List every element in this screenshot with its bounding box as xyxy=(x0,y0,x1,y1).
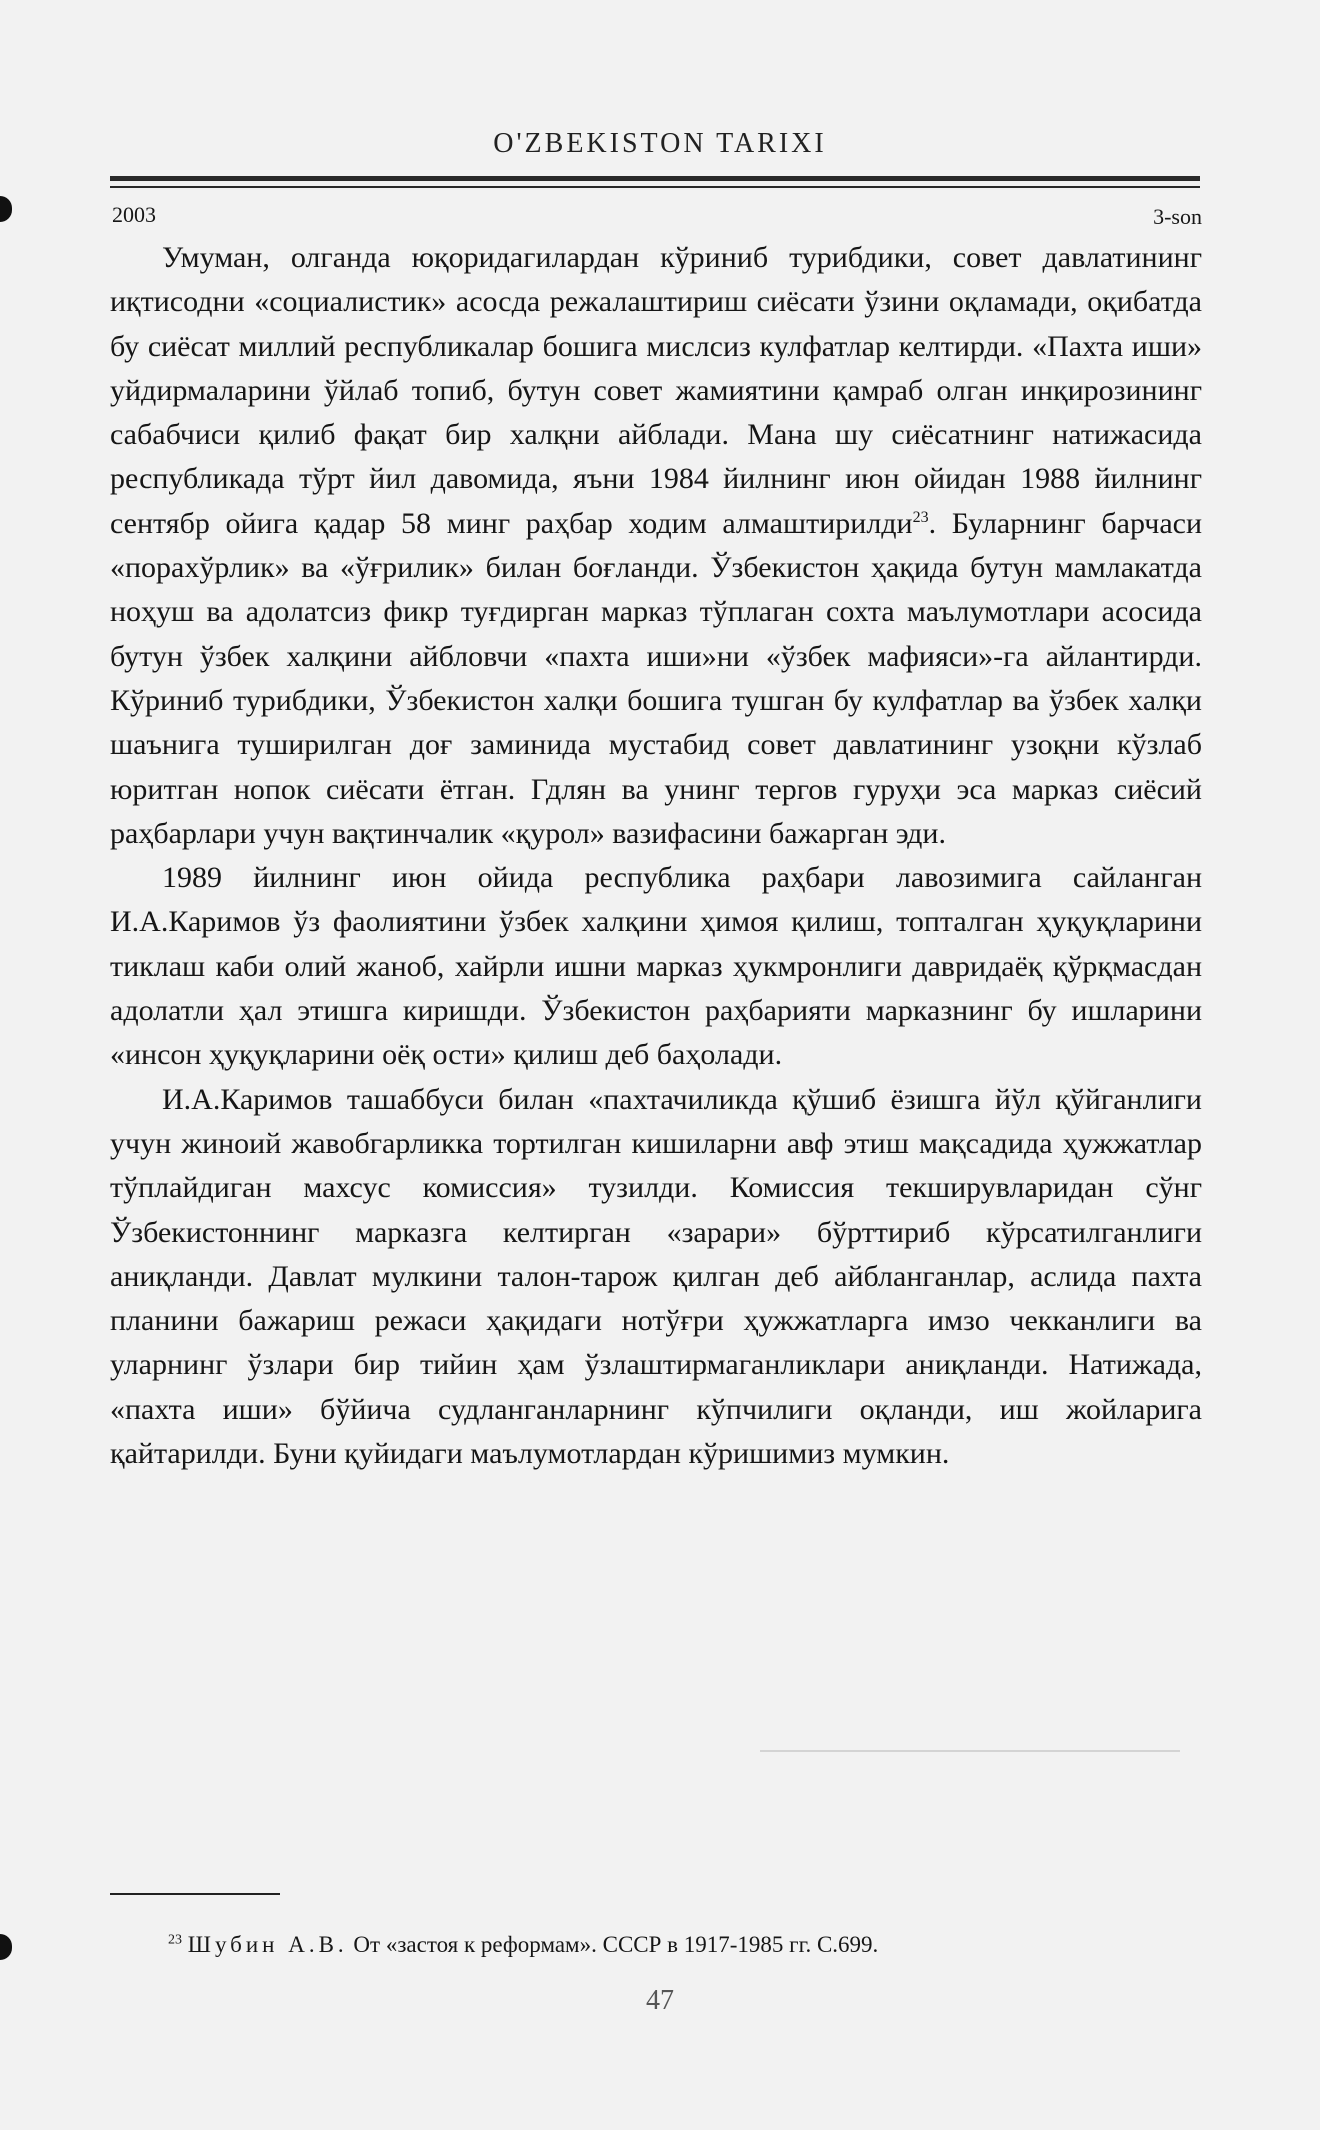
paragraph-2: 1989 йилнинг июн ойида республика раҳбари лавозимига сайланган И.А.Каримов ўз фаолиятини ўзбек халқини ҳимоя қилиш, топталган ҳуқуқларини тиклаш каби олий жаноб, хайрли ишни марказ ҳукмронлиги давридаёқ қўрқмасдан адолатли ҳал этишга киришди. Ўзбекистон раҳбарияти марказнинг бу ишларини «инсон ҳуқуқларини оёқ ости» қилиш деб баҳолади. xyxy=(110,861,1202,1072)
issue-year: 2003 xyxy=(112,202,156,227)
header-rule-thin xyxy=(110,186,1200,188)
paragraph-3: И.А.Каримов ташаббуси билан «пахтачиликда қўшиб ёзишга йўл қўйганлиги учун жиноий жавобгарликка тортилган кишиларни авф этиш мақсадида ҳужжатлар тўплайдиган махсус комиссия» тузилди. Комиссия текширувларидан сўнг Ўзбекистоннинг марказга келтирган «зарари» бўрттириб кўрсатилганлиги аниқланди. Давлат мулкини талон-тарож қилган деб айбланганлар, аслида пахта планини бажариш режаси ҳақидаги нотўғри ҳужжатларга имзо чекканлиги ва уларнинг ўзлари бир тийин ҳам ўзлаштирмаганликлари аниқланди. Натижада, «пахта иши» бўйича судланганларнинг кўпчилиги оқланди, иш жойларига қайтарилди. Буни қуйидаги маълумотлардан кўришимиз мумкин. xyxy=(110,1082,1202,1471)
footnote-reference: 23 xyxy=(912,508,929,526)
binding-hole-mark xyxy=(0,196,12,222)
article-body xyxy=(110,236,1202,1476)
footnote-citation: От «застоя к реформам». СССР в 1917-1985 гг. С.699. xyxy=(347,1932,879,1957)
footnote-separator xyxy=(110,1893,280,1895)
journal-title: O'ZBEKISTON TARIXI xyxy=(493,128,827,159)
footnote-author: Шубин А.В. xyxy=(187,1932,348,1957)
header-rule-thick xyxy=(110,176,1200,181)
bleed-through-line xyxy=(760,1750,1180,1752)
footnote-number: 23 xyxy=(168,1932,182,1948)
issue-number: 3-son xyxy=(1153,204,1202,229)
page-number: 47 xyxy=(646,1985,674,2016)
binding-hole-mark xyxy=(0,1934,12,1960)
footnote xyxy=(168,1932,878,1958)
paragraph-1: Умуман, олганда юқоридагилардан кўриниб турибдики, совет давлатининг иқтисодни «социалистик» асосда режалаштириш сиёсати ўзини оқламади, оқибатда бу сиёсат миллий республикалар бошига мислсиз кулфатлар келтирди. «Пахта иши» уйдирмаларини ўйлаб топиб, бутун совет жамиятини қамраб олган инқирозининг сабабчиси қилиб фақат бир халқни айблади. Мана шу сиёсатнинг натижасида республикада тўрт йил давомида, яъни 1984 йилнинг июн ойидан 1988 йилнинг сентябр ойига қадар 58 минг раҳбар ходим алмаштирилди$^{23}$. Буларнинг барчаси «порахўрлик» ва «ўғрилик» билан боғланди. Ўзбекистон ҳақида бутун мамлакатда ноҳуш ва адолатсиз фикр туғдирган марказ тўплаган сохта маълумотлари асосида бутун ўзбек халқини айбловчи «пахта иши»ни «ўзбек мафияси»-га айлантирди. Кўриниб турибдики, Ўзбекистон халқи бошига тушган бу кулфатлар ва ўзбек халқи шаънига туширилган доғ заминида мустабид совет давлатининг узоқни кўзлаб юритган нопок сиёсати ётган. Гдлян ва унинг тергов гуруҳи эса марказ сиёсий раҳбарлари учун вақтинчалик «қурол» вазифасини бажарган эди. xyxy=(110,241,1203,850)
